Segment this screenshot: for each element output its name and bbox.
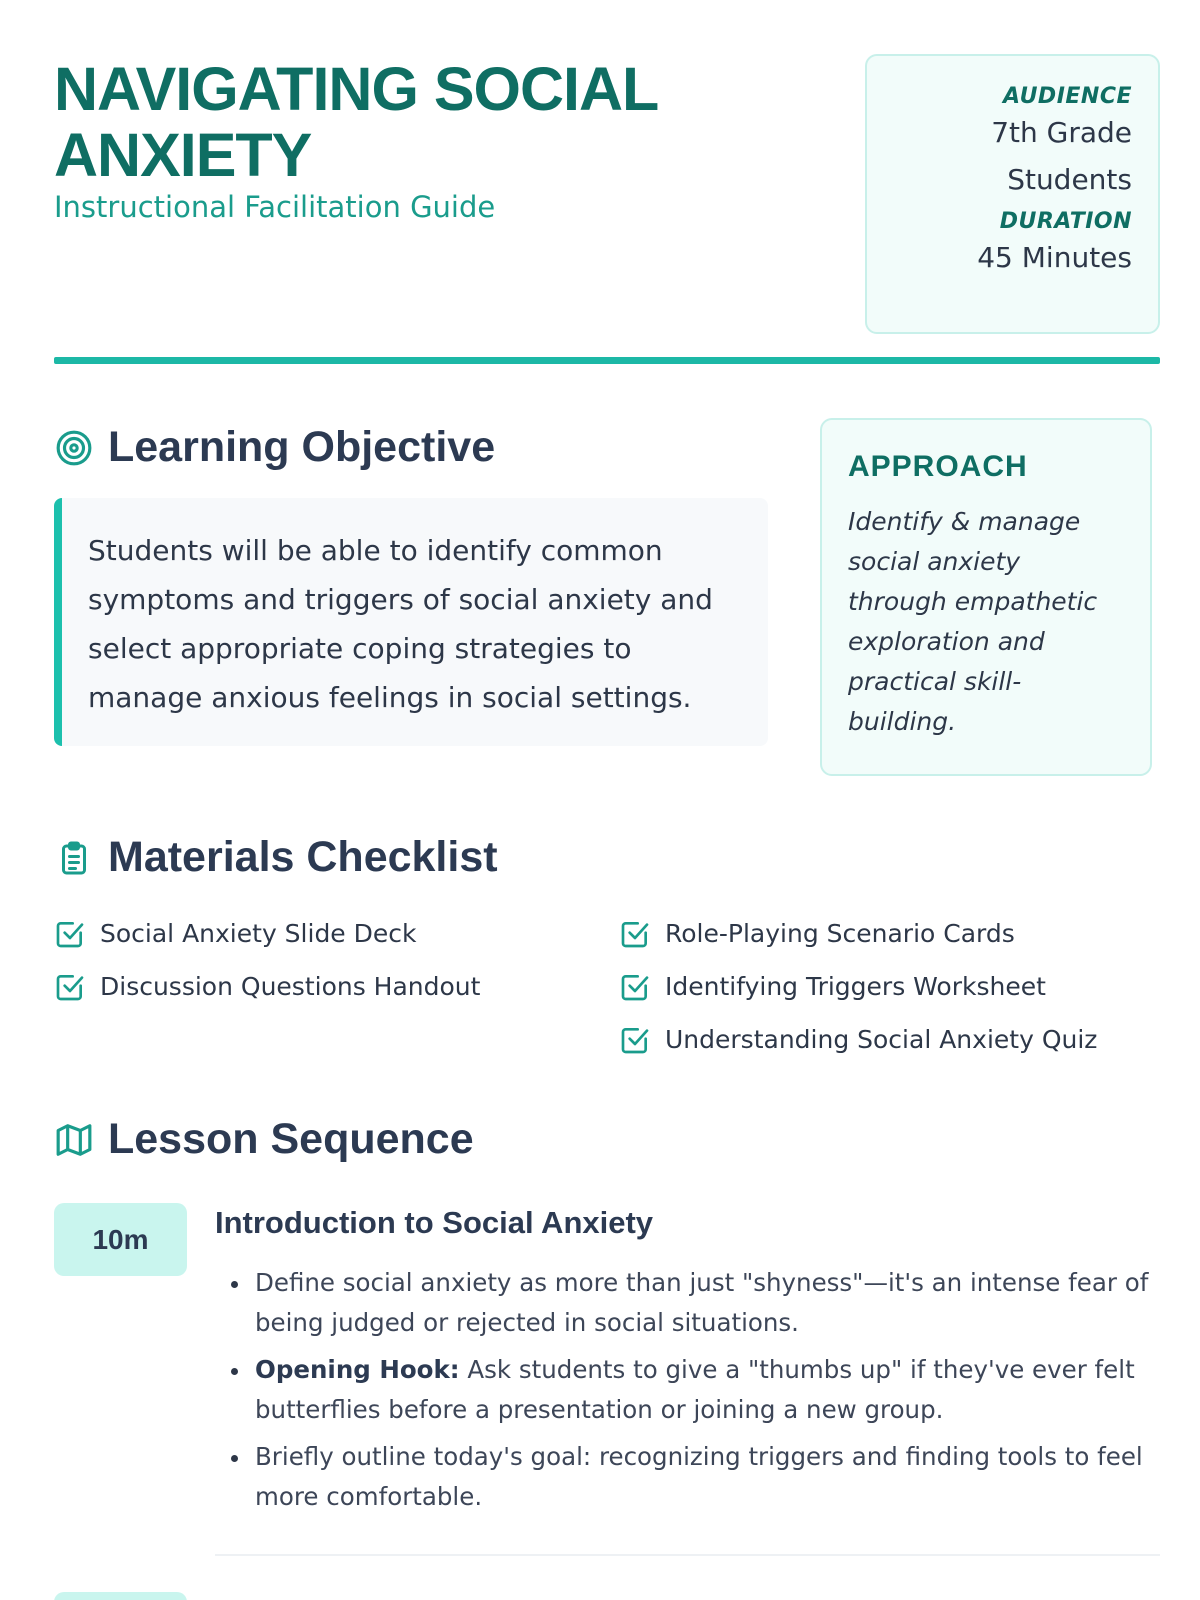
- page-title: NAVIGATING SOCIAL ANXIETY: [54, 55, 658, 189]
- objective-heading: [54, 423, 495, 472]
- target-icon: [54, 428, 94, 468]
- list-item: [215, 1263, 1160, 1343]
- sequence-heading-text: Lesson Sequence: [108, 1115, 474, 1163]
- map-icon: [54, 1120, 94, 1160]
- audience-value-line1: 7th Grade: [991, 116, 1132, 149]
- checklist-item-label: Social Anxiety Slide Deck: [100, 919, 417, 948]
- objective-heading-text: Learning Objective: [108, 423, 496, 471]
- bullet-text: Briefly outline today's goal: recognizing triggers and finding tools to feel more comfortable.: [255, 1442, 1143, 1511]
- materials-heading-text: Materials Checklist: [108, 833, 498, 881]
- checkbox-checked-icon: [619, 918, 651, 950]
- checkbox-checked-icon: [619, 971, 651, 1003]
- checklist-item: [54, 960, 594, 1013]
- objective-text: Students will be able to identify common symptoms and triggers of social anxiety and select appropriate coping strategies to manage anxious feelings in social settings.: [54, 498, 768, 746]
- checklist-column-right: [619, 907, 1159, 1066]
- checklist-item-label: Discussion Questions Handout: [100, 972, 481, 1001]
- checklist-item-label: Identifying Triggers Worksheet: [665, 972, 1046, 1001]
- checkbox-checked-icon: [54, 971, 86, 1003]
- checkbox-checked-icon: [619, 1024, 651, 1056]
- step-bullet-list: [215, 1263, 1160, 1517]
- materials-heading: [54, 833, 498, 882]
- bullet-text: Define social anxiety as more than just "shyness"—it's an intense fear of being judged or rejected in social situations.: [255, 1268, 1149, 1337]
- duration-label: DURATION: [999, 209, 1132, 234]
- checklist-column-left: [54, 907, 594, 1013]
- list-item: [215, 1437, 1160, 1517]
- meta-box: [865, 54, 1160, 334]
- checklist-item: [619, 960, 1159, 1013]
- audience-value-line2: Students: [1007, 163, 1132, 196]
- bullet-bold-label: Opening Hook:: [255, 1355, 460, 1384]
- checklist-item: [54, 907, 594, 960]
- checklist-item-label: Role-Playing Scenario Cards: [665, 919, 1015, 948]
- page-subtitle: Instructional Facilitation Guide: [54, 190, 496, 224]
- sequence-heading: [54, 1115, 474, 1164]
- list-item: [215, 1350, 1160, 1430]
- approach-title: APPROACH: [848, 450, 1028, 483]
- step-body: [215, 1203, 1160, 1524]
- step-title: Introduction to Social Anxiety: [215, 1205, 654, 1240]
- checkbox-checked-icon: [54, 918, 86, 950]
- step-divider: [215, 1554, 1160, 1556]
- clipboard-icon: [54, 838, 94, 878]
- checklist-item-label: Understanding Social Anxiety Quiz: [665, 1025, 1098, 1054]
- audience-label: AUDIENCE: [1003, 84, 1132, 109]
- approach-box: [820, 418, 1152, 776]
- bullet-text: Ask students to give a "thumbs up" if they've ever felt butterflies before a presentation or joining a new group.: [255, 1355, 1135, 1424]
- page-header: [54, 52, 1160, 364]
- step-duration-badge: 10m: [54, 1203, 187, 1276]
- header-divider: [54, 357, 1160, 364]
- duration-value: 45 Minutes: [977, 241, 1132, 274]
- checklist-item: [619, 907, 1159, 960]
- next-step-duration-badge: [54, 1592, 187, 1600]
- approach-text: Identify & manage social anxiety through empathetic exploration and practical skill-building.: [848, 507, 1098, 736]
- checklist-item: [619, 1013, 1159, 1066]
